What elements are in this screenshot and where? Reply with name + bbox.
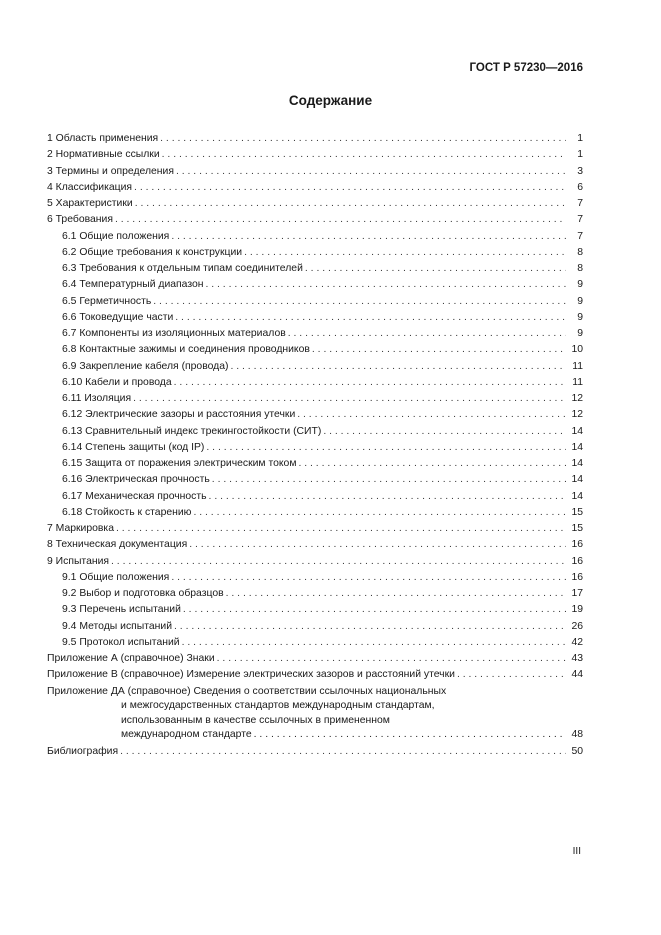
toc-entry[interactable] (47, 456, 583, 472)
toc-entry-page: 16 (571, 539, 583, 551)
toc-entry-label: 6.8 Контактные зажимы и соединения проводников (62, 344, 310, 356)
toc-entry[interactable] (47, 472, 583, 488)
toc-entry-page: 15 (571, 523, 583, 534)
toc-entry-page: 11 (572, 360, 583, 372)
toc-entry-page: 6 (577, 181, 583, 193)
toc-entry-page: 12 (571, 393, 583, 404)
toc-entry[interactable] (47, 505, 583, 521)
toc-entry-page: 12 (571, 409, 583, 421)
toc-entry[interactable] (47, 229, 583, 245)
toc-entry-page: 9 (577, 311, 583, 323)
toc-leader-dots (135, 196, 566, 212)
toc-leader-dots (162, 147, 566, 163)
toc-leader-dots (305, 261, 566, 277)
toc-entry[interactable] (47, 375, 583, 391)
toc-entry-page: 42 (571, 636, 583, 648)
toc-entry-page: 10 (571, 344, 583, 356)
toc-entry-label: 9.2 Выбор и подготовка образцов (62, 588, 224, 599)
toc-entry[interactable] (47, 212, 583, 228)
toc-entry[interactable] (47, 744, 583, 760)
toc-leader-dots (230, 359, 566, 375)
toc-entry-label: 6.2 Общие требования к конструкции (62, 246, 243, 258)
toc-entry[interactable] (47, 261, 583, 277)
toc-entry-label: 6.3 Требования к отдельным типам соединителей (62, 263, 303, 274)
toc-entry-label: 6.10 Кабели и провода (62, 376, 172, 388)
toc-entry-page: 7 (577, 198, 583, 209)
toc-entry-page: 11 (572, 376, 583, 388)
toc-leader-dots (115, 212, 566, 228)
toc-entry-label: 6.4 Температурный диапазон (62, 279, 204, 291)
toc-entry[interactable] (47, 277, 583, 293)
toc-entry-label: 6.17 Механическая прочность (62, 490, 207, 502)
toc-entry[interactable] (47, 424, 583, 440)
toc-entry-page: 14 (571, 441, 583, 453)
toc-entry-label: 9.1 Общие положения (62, 571, 170, 583)
toc-entry-label: 6.12 Электрические зазоры и расстояния утечки (62, 409, 296, 421)
toc-leader-dots (182, 635, 566, 651)
toc-leader-dots (174, 619, 566, 635)
toc-leader-dots (116, 521, 566, 537)
toc-entry[interactable] (47, 326, 583, 342)
toc-leader-dots (176, 164, 566, 180)
toc-entry-label: 6.9 Закрепление кабеля (провода) (62, 360, 229, 372)
toc-leader-dots (312, 342, 566, 358)
toc-entry[interactable] (47, 602, 583, 618)
toc-entry-page: 9 (577, 279, 583, 291)
table-of-contents (47, 131, 583, 760)
toc-entry-label: 7 Маркировка (47, 523, 114, 534)
toc-entry-label: 6.11 Изоляция (62, 393, 132, 404)
toc-leader-dots (160, 131, 566, 147)
toc-entry-label: 4 Классификация (47, 181, 133, 193)
toc-entry[interactable] (47, 131, 583, 147)
toc-entry-label: 6.1 Общие положения (62, 230, 170, 242)
toc-leader-dots (254, 728, 566, 743)
toc-leader-dots (217, 651, 566, 667)
toc-entry-page: 19 (571, 604, 583, 616)
toc-entry[interactable] (47, 196, 583, 212)
toc-leader-dots (134, 180, 566, 196)
toc-entry[interactable] (47, 489, 583, 505)
toc-entry-label: 6.13 Сравнительный индекс трекингостойкости (СИТ) (62, 425, 322, 437)
toc-entry[interactable] (47, 164, 583, 180)
toc-leader-dots (111, 554, 566, 570)
toc-entry-label: 6.16 Электрическая прочность (62, 474, 210, 486)
toc-leader-dots (133, 391, 566, 407)
toc-entry[interactable] (47, 586, 583, 602)
toc-entry-label: 9.4 Методы испытаний (62, 620, 173, 632)
page-title: Содержание (288, 93, 373, 108)
toc-entry[interactable] (47, 440, 583, 456)
toc-entry-page: 14 (571, 458, 583, 469)
toc-entry-label: 9.5 Протокол испытаний (62, 636, 180, 648)
toc-leader-dots (209, 489, 566, 505)
toc-entry[interactable] (47, 554, 583, 570)
toc-leader-dots (323, 424, 566, 440)
toc-entry[interactable] (47, 407, 583, 423)
toc-entry[interactable] (47, 245, 583, 261)
toc-entry-page: 26 (571, 620, 583, 632)
toc-entry-label: 6.14 Степень защиты (код IP) (62, 441, 205, 453)
toc-entry-label: 6.7 Компоненты из изоляционных материалов (62, 328, 286, 339)
toc-leader-dots (171, 570, 566, 586)
toc-leader-dots (174, 375, 566, 391)
toc-entry-label: 5 Характеристики (47, 198, 133, 209)
toc-entry-label: Приложение А (справочное) Знаки (47, 653, 215, 664)
toc-entry-label: 6 Требования (47, 214, 113, 226)
toc-entry[interactable] (47, 570, 583, 586)
toc-entry-label: 6.18 Стойкость к старению (62, 506, 192, 518)
toc-entry[interactable] (47, 391, 583, 407)
toc-entry-page: 8 (577, 246, 583, 258)
toc-entry-label: 8 Техническая документация (47, 539, 188, 551)
toc-leader-dots (175, 310, 566, 326)
toc-entry-page: 14 (571, 490, 583, 502)
toc-entry-label: 1 Область применения (47, 133, 159, 144)
toc-entry-page: 16 (571, 571, 583, 583)
toc-entry-page: 48 (571, 729, 583, 740)
toc-leader-dots (288, 326, 566, 342)
toc-entry[interactable] (47, 294, 583, 310)
toc-entry-label: 9 Испытания (47, 555, 110, 567)
toc-leader-dots (298, 456, 566, 472)
toc-entry-page: 16 (571, 555, 583, 567)
toc-entry[interactable] (47, 521, 583, 537)
toc-entry-appendix-da[interactable] (47, 685, 583, 743)
toc-entry-page: 15 (571, 506, 583, 518)
toc-entry[interactable] (47, 310, 583, 326)
toc-entry[interactable] (47, 342, 583, 358)
toc-entry-label-line: международном стандарте (121, 729, 252, 740)
toc-entry-page: 14 (571, 425, 583, 437)
toc-leader-dots (205, 277, 566, 293)
toc-entry-label: 6.6 Токоведущие части (62, 311, 174, 323)
toc-leader-dots (153, 294, 566, 310)
toc-entry[interactable] (47, 651, 583, 667)
toc-leader-dots (457, 667, 566, 683)
toc-entry[interactable] (47, 537, 583, 553)
toc-entry[interactable] (47, 667, 583, 683)
toc-leader-dots (297, 407, 566, 423)
toc-leader-dots (189, 537, 566, 553)
toc-entry-page: 9 (577, 295, 583, 307)
toc-entry-label: 2 Нормативные ссылки (47, 149, 160, 161)
toc-entry-page: 8 (577, 263, 583, 274)
toc-entry-page: 1 (577, 149, 583, 161)
toc-entry-label-line: использованным в качестве ссылочных в примененном (121, 714, 390, 726)
toc-entry-page: 7 (577, 230, 583, 242)
toc-entry-page: 50 (571, 745, 583, 757)
toc-leader-dots (171, 229, 566, 245)
toc-entry-page: 14 (571, 474, 583, 486)
toc-leader-dots (212, 472, 566, 488)
toc-entry-label-line: и межгосударственных стандартов международным стандартам, (121, 700, 435, 711)
toc-entry[interactable] (47, 180, 583, 196)
toc-entry-label: 9.3 Перечень испытаний (62, 604, 181, 616)
toc-leader-dots (120, 744, 566, 760)
toc-leader-dots (193, 505, 566, 521)
toc-entry-label-line: Приложение ДА (справочное) Сведения о соответствии ссылочных национальных (47, 685, 447, 697)
toc-entry[interactable] (47, 147, 583, 163)
toc-entry-page: 44 (571, 669, 583, 681)
toc-entry-page: 1 (577, 133, 583, 144)
page-number: III (572, 846, 581, 857)
toc-entry-label: Библиография (47, 745, 119, 757)
toc-entry-label: 6.5 Герметичность (62, 295, 152, 307)
toc-leader-dots (183, 602, 566, 618)
toc-leader-dots (226, 586, 566, 602)
document-code: ГОСТ Р 57230—2016 (469, 62, 583, 74)
toc-entry-page: 17 (571, 588, 583, 599)
toc-entry-page: 9 (577, 328, 583, 339)
toc-entry-label: Приложение В (справочное) Измерение электрических зазоров и расстояний утечки (47, 669, 455, 681)
toc-leader-dots (244, 245, 566, 261)
toc-entry-label: 3 Термины и определения (47, 165, 174, 177)
toc-entry-label: 6.15 Защита от поражения электрическим током (62, 458, 297, 469)
toc-entry[interactable] (47, 359, 583, 375)
toc-entry-page: 43 (571, 653, 583, 664)
toc-leader-dots (206, 440, 566, 456)
toc-entry[interactable] (47, 635, 583, 651)
toc-entry[interactable] (47, 619, 583, 635)
toc-entry-page: 3 (577, 165, 583, 177)
toc-entry-page: 7 (577, 214, 583, 226)
